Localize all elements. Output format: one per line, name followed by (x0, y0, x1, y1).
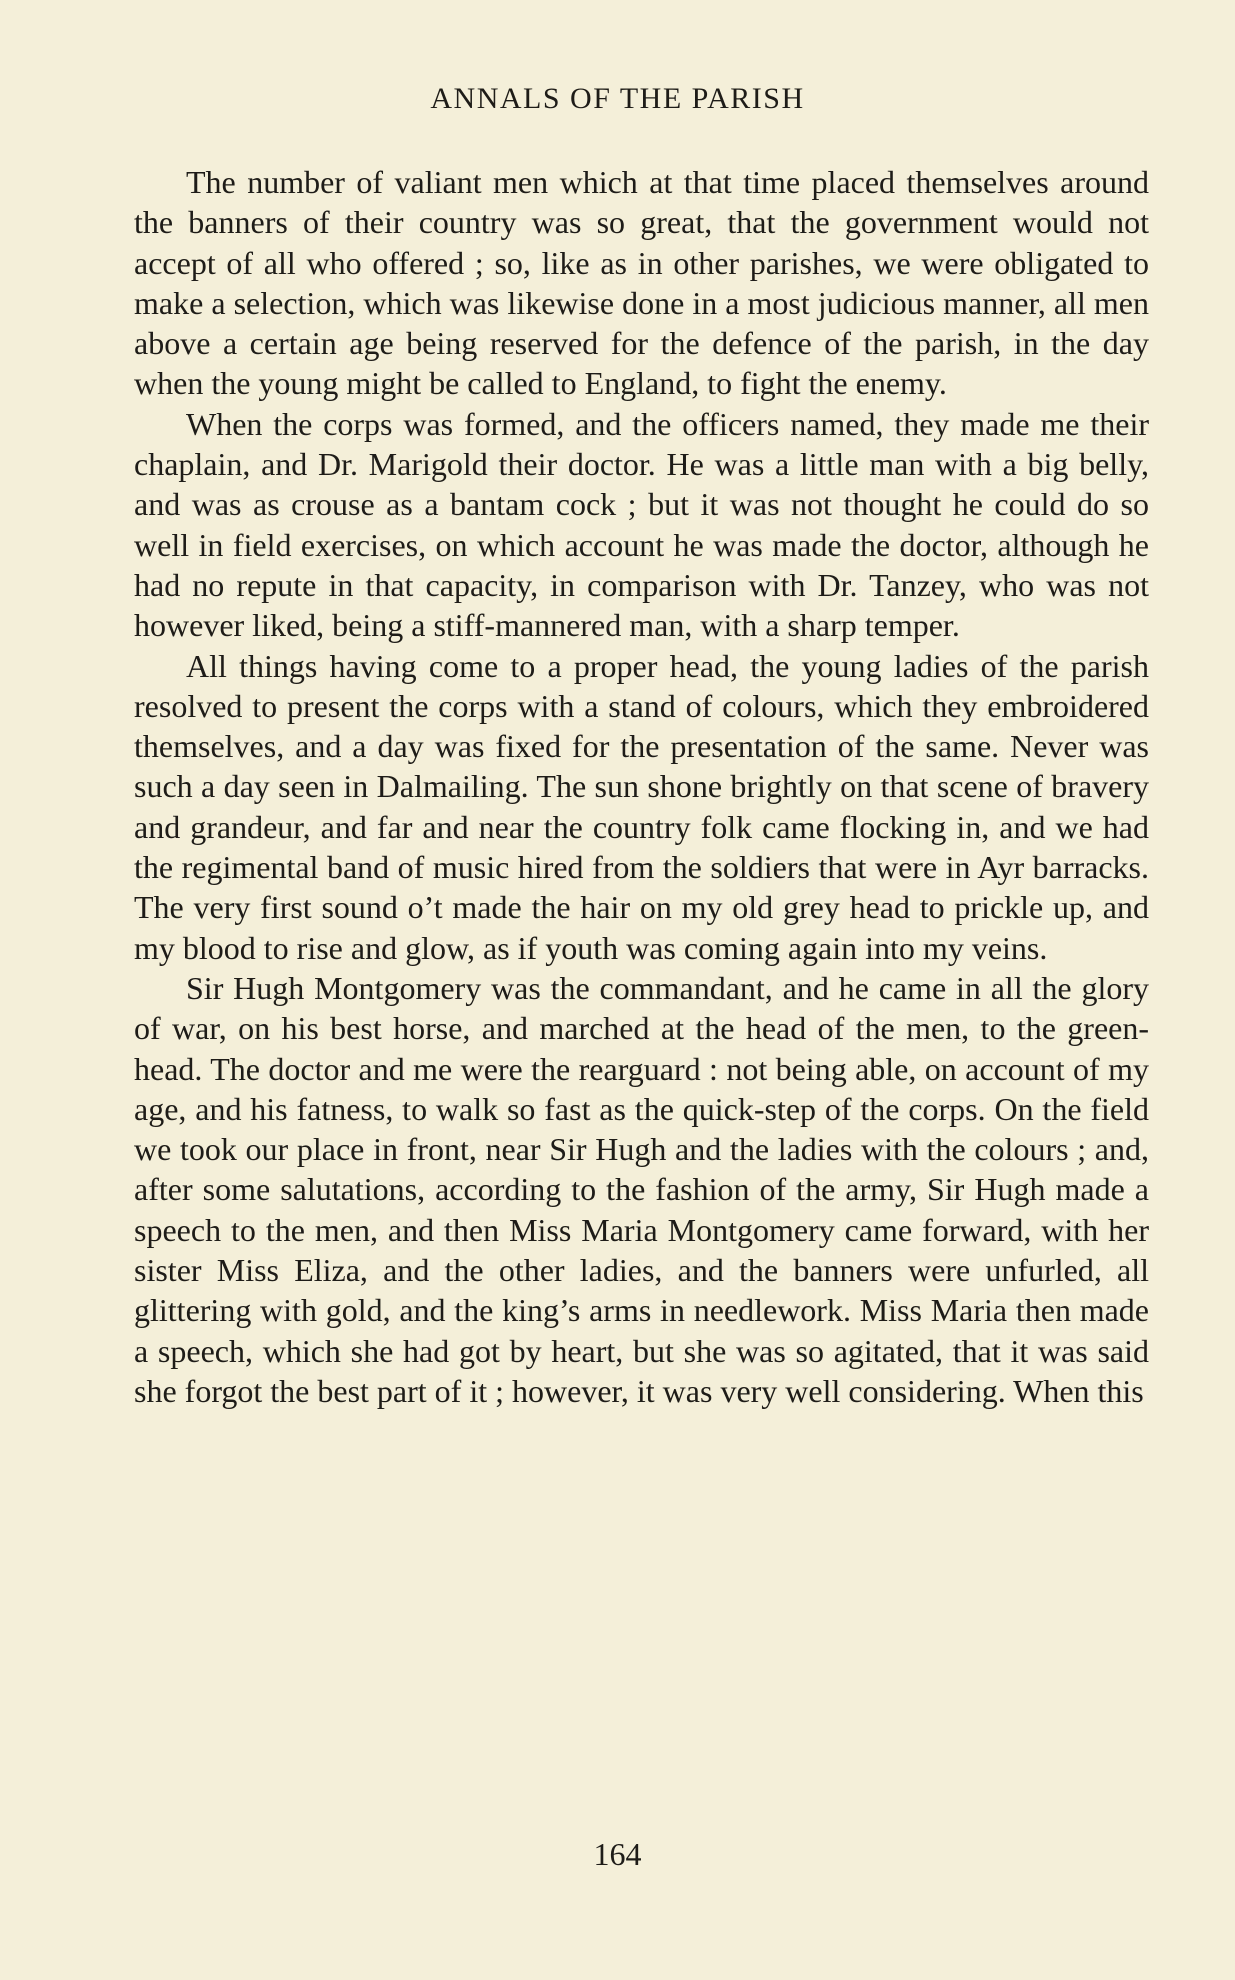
paragraph: The number of valiant men which at that time placed themselves around the banners of their country was so great, that the government would not accept of all who offered ; so, like as in other parishes, we were obligated to make a selection, which was likewise done in a most judicious manner, all men above a certain age being reserved for the defence of the parish, in the day when the young might be called to England, to fight the enemy. (134, 164, 1149, 402)
paragraph: All things having come to a proper head, the young ladies of the parish resolved to present the corps with a stand of colours, which they embroidered themselves, and a day was fixed for the presentation of the same. Never was such a day seen in Dalmailing. The sun shone brightly on that scene of bravery and grandeur, and far and near the country folk came flocking in, and we had the regimental band of music hired from the soldiers that were in Ayr barracks. The very first sound o’t made the hair on my old grey head to prickle up, and my blood to rise and glow, as if youth was coming again into my veins. (134, 647, 1149, 966)
page-number: 164 (593, 1836, 642, 1872)
body-text (134, 162, 1149, 1411)
paragraph: When the corps was formed, and the officers named, they made me their chaplain, and Dr. Marigold their doctor. He was a little man with a big belly, and was as crouse as a bantam cock ; but it was not thought he could do so well in field exercises, on which account he was made the doctor, although he had no repute in that capacity, in comparison with Dr. Tanzey, who was not however liked, being a stiff-mannered man, with a sharp temper. (134, 405, 1149, 644)
running-header: ANNALS OF THE PARISH (430, 82, 805, 115)
paragraph: Sir Hugh Montgomery was the commandant, and he came in all the glory of war, on his best horse, and marched at the head of the men, to the green-head. The doctor and me were the rearguard : not being able, on account of my age, and his fatness, to walk so fast as the quick-step of the corps. On the field we took our place in front, near Sir Hugh and the ladies with the colours ; and, after some salutations, according to the fashion of the army, Sir Hugh made a speech to the men, and then Miss Maria Montgomery came forward, with her sister Miss Eliza, and the other ladies, and the banners were unfurled, all glittering with gold, and the king’s arms in needlework. Miss Maria then made a speech, which she had got by heart, but she was so agitated, that it was said she forgot the best part of it ; however, it was very well considering. When this (134, 969, 1149, 1409)
